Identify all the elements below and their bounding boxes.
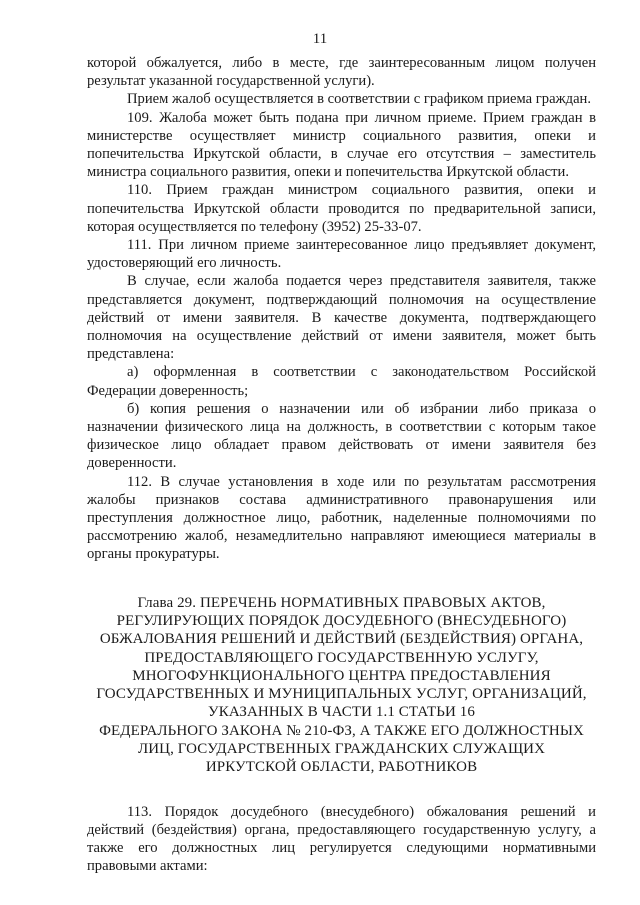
paragraph: а) оформленная в соответствии с законодательством Российской Федерации доверенность; [87, 364, 596, 399]
paragraph: 111. При личном приеме заинтересованное лицо предъявляет документ, удостоверяющий его личность. [87, 237, 596, 272]
paragraphs-top [87, 54, 596, 564]
paragraph: Прием жалоб осуществляется в соответствии с графиком приема граждан. [127, 91, 591, 108]
paragraph: б) копия решения о назначении или об избрании либо приказа о назначении физического лица на должность, в соответствии с которым такое физическое лицо обладает правом действовать от имени заявителя без доверенности. [87, 400, 596, 472]
paragraph: 113. Порядок досудебного (внесудебного) обжалования решений и действий (бездействия) органа, предоставляющего государственную услугу, а также его должностных лиц регулируется следующими нормативными правовыми актами: [87, 803, 596, 875]
document-body [87, 54, 596, 875]
chapter-heading-line: ЛИЦ, ГОСУДАРСТВЕННЫХ ГРАЖДАНСКИХ СЛУЖАЩИХ [137, 741, 546, 758]
chapter-heading-line: МНОГОФУНКЦИОНАЛЬНОГО ЦЕНТРА ПРЕДОСТАВЛЕНИЯ [132, 667, 551, 684]
chapter-heading-line: ГОСУДАРСТВЕННЫХ И МУНИЦИПАЛЬНЫХ УСЛУГ, ОРГАНИЗАЦИЙ, [96, 686, 587, 703]
paragraph: которой обжалуется, либо в месте, где заинтересованным лицом получен результат указанной государственной услуги). [87, 55, 596, 90]
paragraph: В случае, если жалоба подается через представителя заявителя, также представляется документ, подтверждающий полномочия на осуществление действий от имени заявителя. В качестве документа, подтверждающего полномочия на осуществление действий от имени заявителя, может быть представлена: [87, 273, 596, 363]
chapter-heading-line: ОБЖАЛОВАНИЯ РЕШЕНИЙ И ДЕЙСТВИЙ (БЕЗДЕЙСТВИЯ) ОРГАНА, [99, 631, 584, 648]
chapter-heading-line: РЕГУЛИРУЮЩИХ ПОРЯДОК ДОСУДЕБНОГО (ВНЕСУДЕБНОГО) [116, 612, 567, 629]
chapter-heading-line: ПРЕДОСТАВЛЯЮЩЕГО ГОСУДАРСТВЕННУЮ УСЛУГУ, [144, 649, 539, 666]
paragraph: 112. В случае установления в ходе или по результатам рассмотрения жалобы признаков состава административного правонарушения или преступления должностное лицо, работник, наделенные полномочиями по рассмотрению жалоб, незамедлительно направляют имеющиеся материалы в органы прокуратуры. [87, 473, 596, 563]
chapter-heading [87, 594, 596, 777]
paragraphs-bottom [87, 803, 596, 876]
paragraph: 110. Прием граждан министром социального развития, опеки и попечительства Иркутской области проводится по предварительной записи, которая осуществляется по телефону (3952) 25-33-07. [87, 182, 596, 235]
paragraph: 109. Жалоба может быть подана при личном приеме. Прием граждан в министерстве осуществляет министр социального развития, опеки и попечительства Иркутской области, в случае его отсутствия – заместитель министра социального развития, опеки и попечительства Иркутской области. [87, 109, 596, 181]
chapter-heading-line: ФЕДЕРАЛЬНОГО ЗАКОНА № 210-ФЗ, А ТАКЖЕ ЕГО ДОЛЖНОСТНЫХ [99, 722, 584, 739]
page-number: 11 [312, 31, 328, 47]
chapter-heading-line: ИРКУТСКОЙ ОБЛАСТИ, РАБОТНИКОВ [205, 759, 478, 776]
chapter-heading-line: Глава 29. ПЕРЕЧЕНЬ НОРМАТИВНЫХ ПРАВОВЫХ АКТОВ, [137, 594, 546, 611]
chapter-heading-line: УКАЗАННЫХ В ЧАСТИ 1.1 СТАТЬИ 16 [208, 704, 475, 721]
